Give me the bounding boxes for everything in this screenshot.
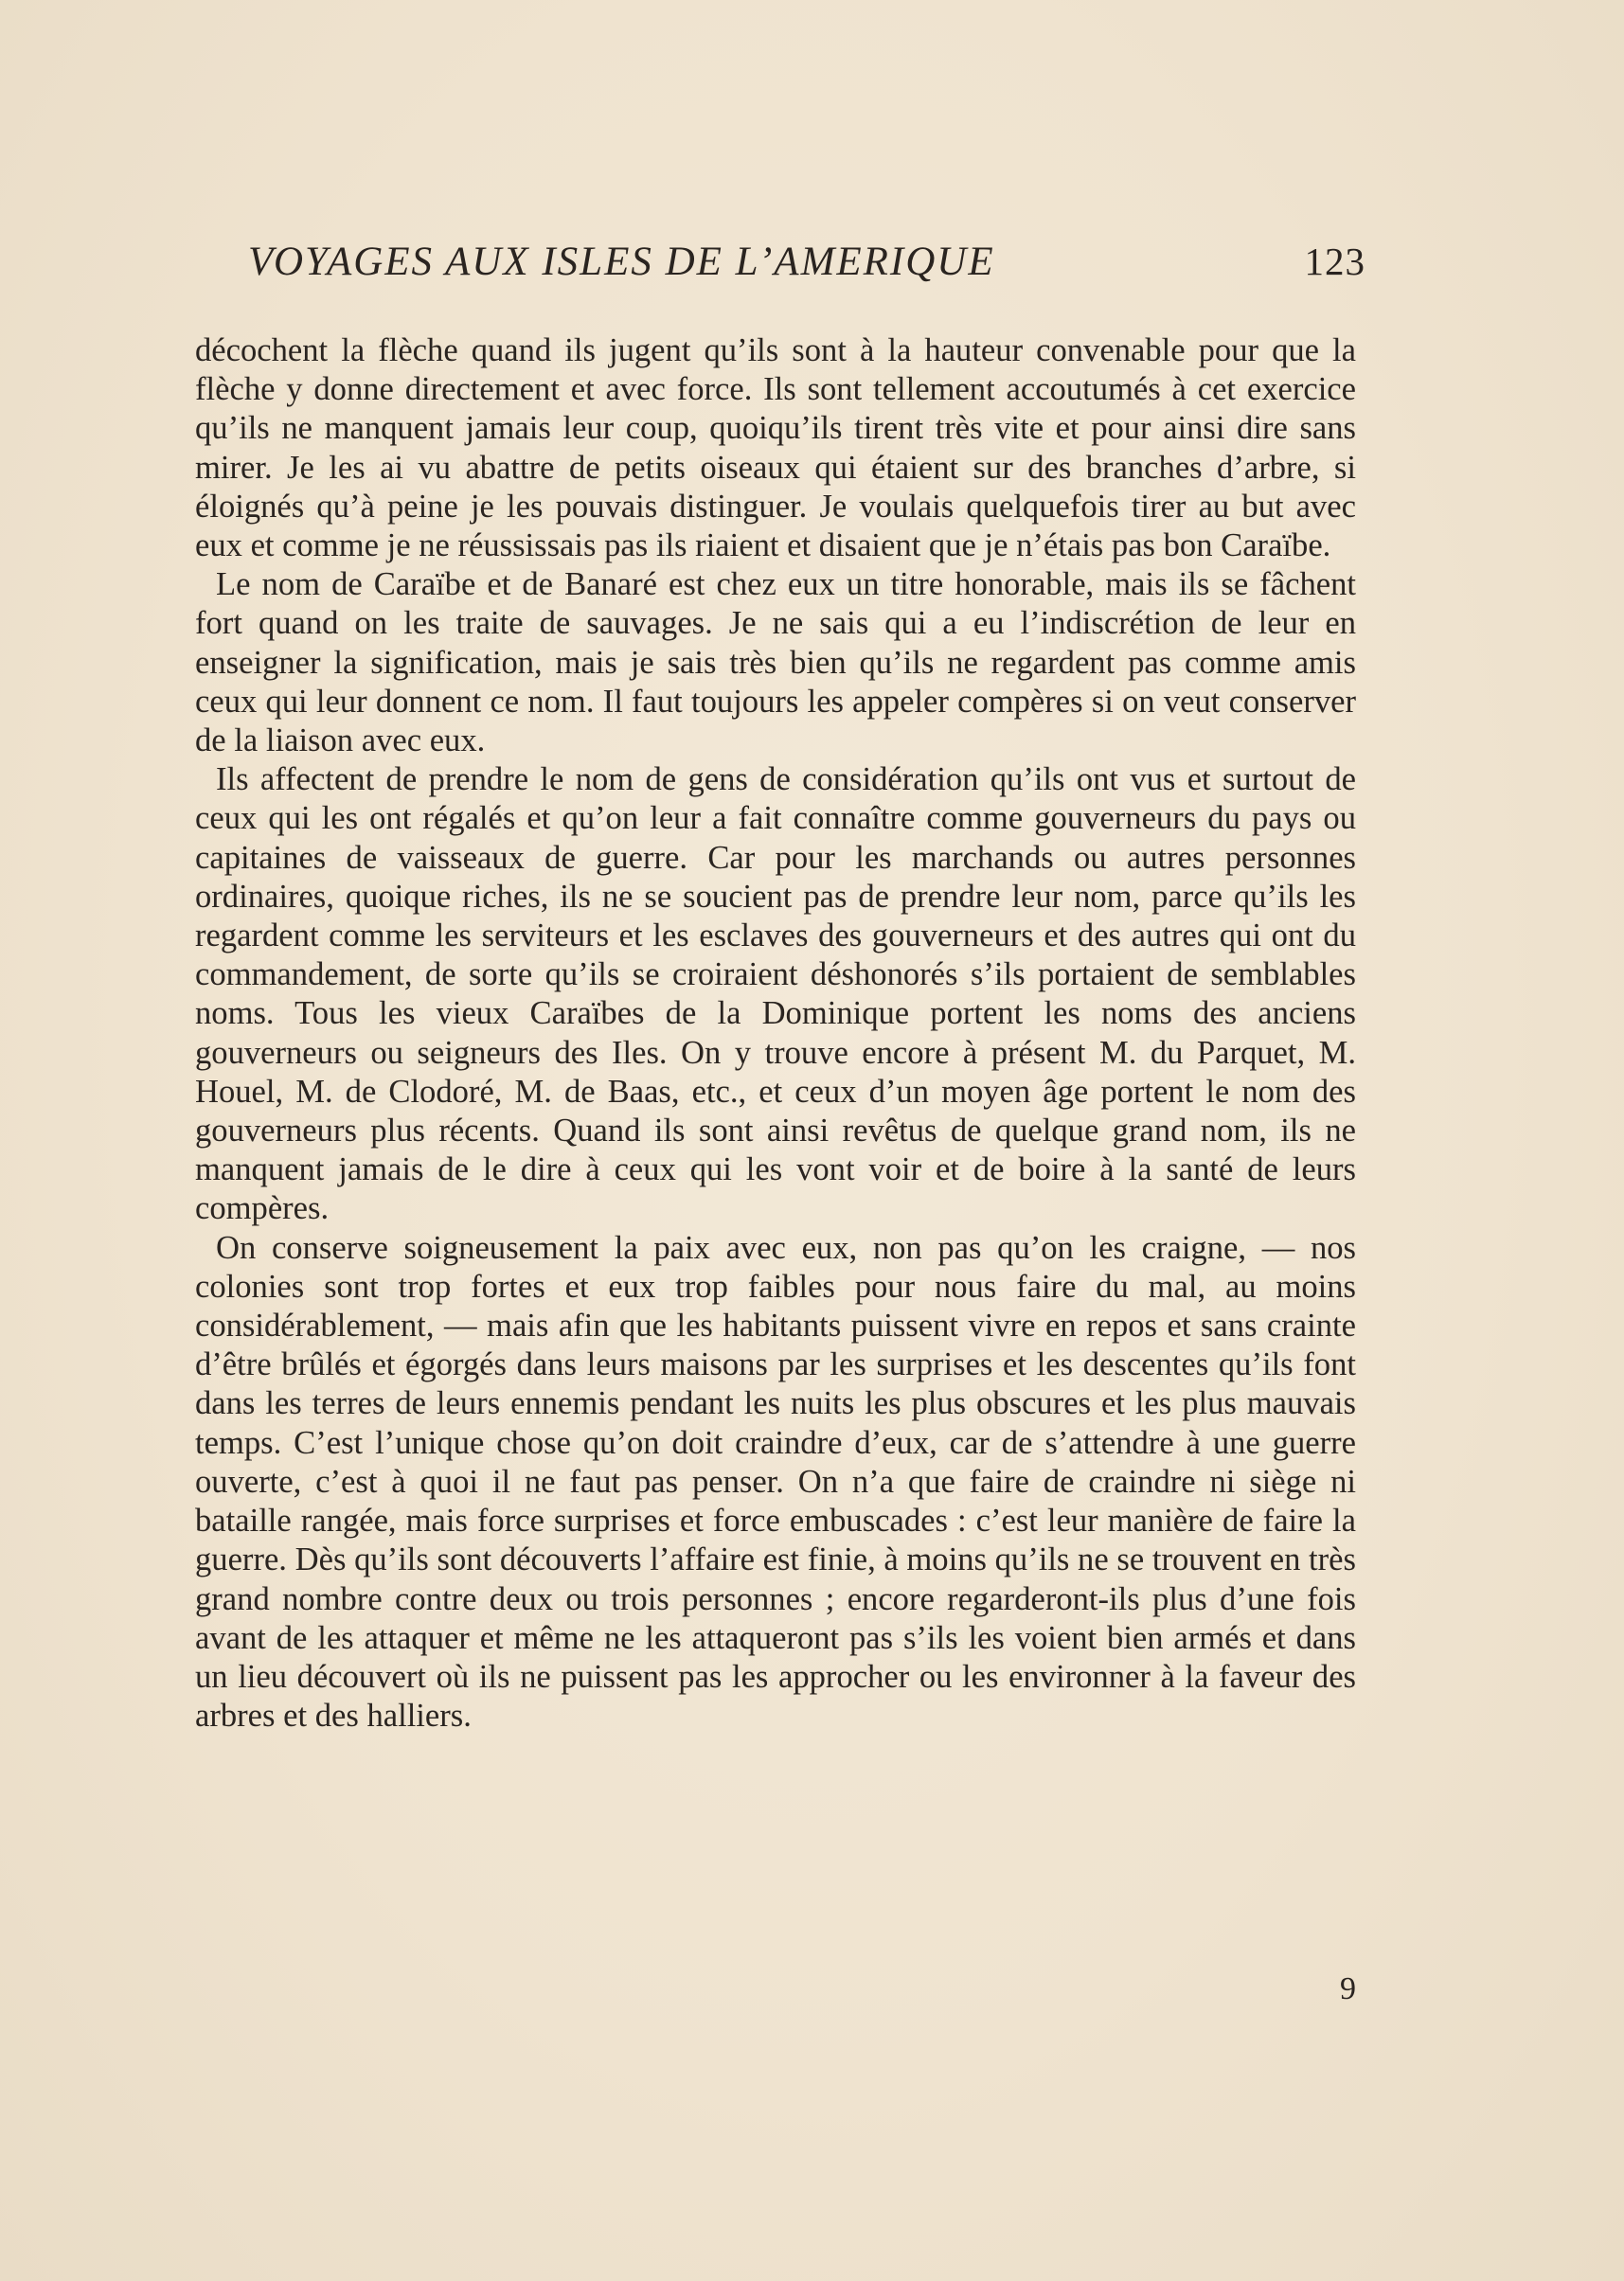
paragraph: Ils affectent de prendre le nom de gens de considération qu’ils ont vus et surtout de ceux qui les ont régalés et qu’on leur a fait connaître comme gouverneurs du pays ou capitaines de vaisseaux de guerre. Car pour les marchands ou autres personnes ordinaires, quoique riches, ils ne se soucient pas de prendre leur nom, parce qu’ils les regardent comme les serviteurs et les esclaves des gouverneurs et des autres qui ont du commandement, de sorte qu’ils se croiraient déshonorés s’ils portaient de semblables noms. Tous les vieux Caraïbes de la Dominique portent les noms des anciens gouverneurs ou seigneurs des Iles. On y trouve encore à présent M. du Parquet, M. Houel, M. de Clodoré, M. de Baas, etc., et ceux d’un moyen âge portent le nom des gouverneurs plus récents. Quand ils sont ainsi revêtus de quelque grand nom, ils ne manquent jamais de le dire à ceux qui les vont voir et de boire à la santé de leurs compères. xyxy=(195,761,1356,1227)
paragraph: décochent la flèche quand ils jugent qu’ils sont à la hauteur convenable pour que la flèche y donne directement et avec force. Ils sont tellement accoutumés à cet exercice qu’ils ne manquent jamais leur coup, quoiqu’ils tirent très vite et pour ainsi dire sans mirer. Je les ai vu abattre de petits oiseaux qui étaient sur des branches d’arbre, si éloignés qu’à peine je les pouvais distinguer. Je voulais quelquefois tirer au but avec eux et comme je ne réussissais pas ils riaient et disaient que je n’étais pas bon Caraïbe. xyxy=(195,332,1356,564)
running-title: VOYAGES AUX ISLES DE L’AMERIQUE xyxy=(248,240,995,284)
paragraph: Le nom de Caraïbe et de Banaré est chez eux un titre honorable, mais ils se fâchent fort quand on les traite de sauvages. Je ne sais qui a eu l’indiscrétion de leur en enseigner la signification, mais je sais très bien qu’ils ne regardent pas comme amis ceux qui leur donnent ce nom. Il faut toujours les appeler compères si on veut conserver de la liaison avec eux. xyxy=(195,566,1356,759)
signature-mark: 9 xyxy=(1340,1971,1356,2006)
paragraph: On conserve soigneusement la paix avec eux, non pas qu’on les craigne, — nos colonies sont trop fortes et eux trop faibles pour nous faire du mal, au moins considérablement, — mais afin que les habitants puissent vivre en repos et sans crainte d’être brûlés et égorgés dans leurs maisons par les surprises et les descentes qu’ils font dans les terres de leurs ennemis pendant les nuits les plus obscures et les plus mauvais temps. C’est l’unique chose qu’on doit craindre d’eux, car de s’attendre à une guerre ouverte, c’est à quoi il ne faut pas penser. On n’a que faire de craindre ni siège ni bataille rangée, mais force surprises et force embuscades : c’est leur manière de faire la guerre. Dès qu’ils sont découverts l’affaire est finie, à moins qu’ils ne se trouvent en très grand nombre contre deux ou trois personnes ; encore regarderont-ils plus d’une fois avant de les attaquer et même ne les attaqueront pas s’ils les voient bien armés et dans un lieu découvert où ils ne puissent pas les approcher ou les environner à la faveur des arbres et des halliers. xyxy=(195,1229,1356,1735)
body-text xyxy=(195,331,1356,1736)
running-header xyxy=(248,239,1365,295)
page-number: 123 xyxy=(1304,240,1365,283)
